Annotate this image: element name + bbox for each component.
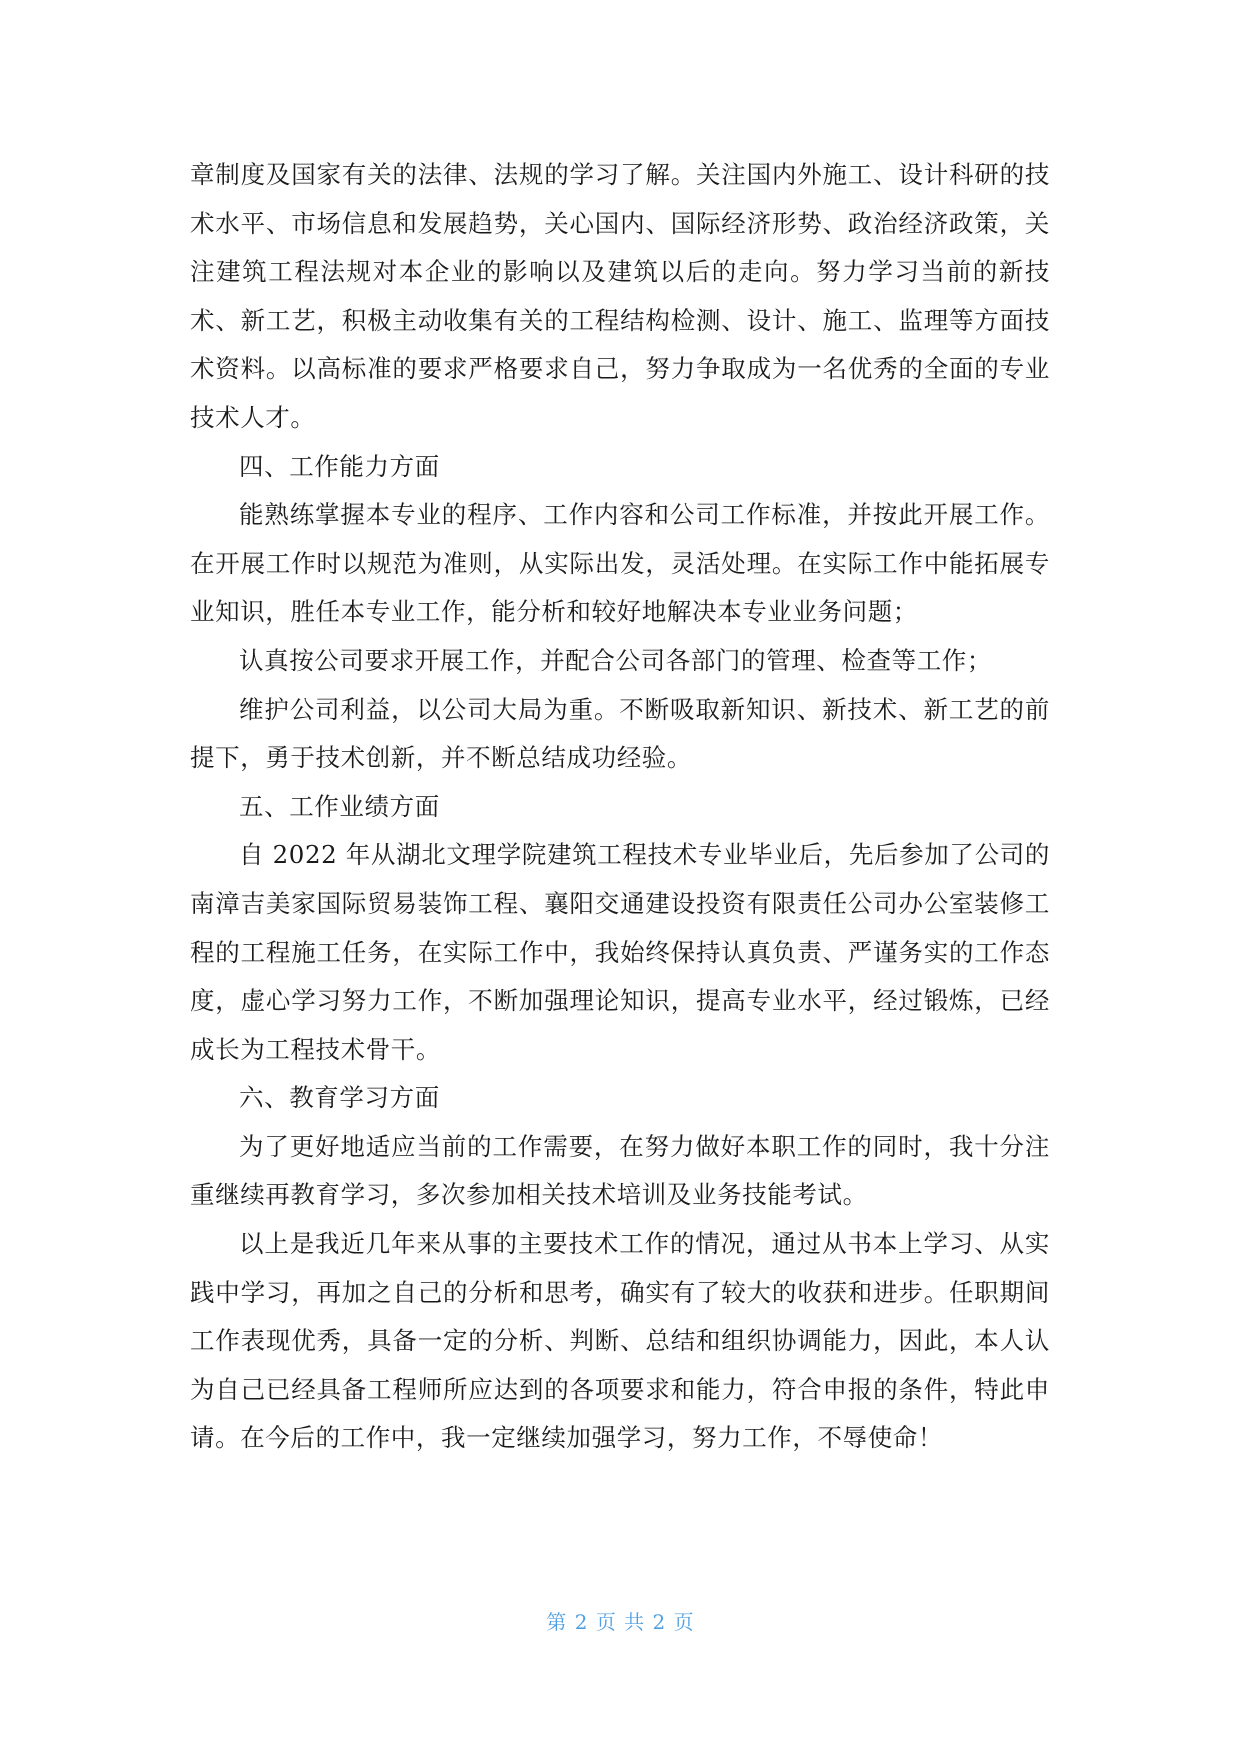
paragraph-cooperation: 认真按公司要求开展工作，并配合公司各部门的管理、检查等工作； [239, 645, 992, 675]
section-heading-work-ability: 四、工作能力方面 [239, 451, 440, 481]
page-footer [0, 1606, 1241, 1635]
paragraph-education: 为了更好地适应当前的工作需要，在努力做好本职工作的同时，我十分注重继续再教育学习，多次参加相关技术培训及业务技能考试。 [190, 1131, 1050, 1210]
paragraph-continued: 章制度及国家有关的法律、法规的学习了解。关注国内外施工、设计科研的技术水平、市场信息和发展趋势，关心国内、国际经济形势、政治经济政策，关注建筑工程法规对本企业的影响以及建筑以后的走向。努力学习当前的新技术、新工艺，积极主动收集有关的工程结构检测、设计、施工、监理等方面技术资料。以高标准的要求严格要求自己，努力争取成为一名优秀的全面的专业技术人才。 [190, 160, 1050, 432]
paragraph-conclusion: 以上是我近几年来从事的主要技术工作的情况，通过从书本上学习、从实践中学习，再加之自己的分析和思考，确实有了较大的收获和进步。任职期间工作表现优秀，具备一定的分析、判断、总结和组织协调能力，因此，本人认为自己已经具备工程师所应达到的各项要求和能力，符合申报的条件，特此申请。在今后的工作中，我一定继续加强学习，努力工作，不辱使命！ [190, 1229, 1050, 1453]
paragraph-work-performance: 自 2022 年从湖北文理学院建筑工程技术专业毕业后，先后参加了公司的南漳吉美家国际贸易装饰工程、襄阳交通建设投资有限责任公司办公室装修工程的工程施工任务，在实际工作中，我始终保持认真负责、严谨务实的工作态度，虚心学习努力工作，不断加强理论知识，提高专业水平，经过锻炼，已经成长为工程技术骨干。 [190, 840, 1050, 1064]
paragraph-company-interest: 维护公司利益，以公司大局为重。不断吸取新知识、新技术、新工艺的前提下，勇于技术创新，并不断总结成功经验。 [190, 694, 1050, 773]
page-number-label: 第 2 页 共 2 页 [546, 1610, 695, 1634]
document-body [190, 151, 1050, 1463]
section-heading-work-performance: 五、工作业绩方面 [239, 791, 440, 821]
section-heading-education: 六、教育学习方面 [239, 1083, 440, 1113]
paragraph-work-ability: 能熟练掌握本专业的程序、工作内容和公司工作标准，并按此开展工作。在开展工作时以规范为准则，从实际出发，灵活处理。在实际工作中能拓展专业知识，胜任本专业工作，能分析和较好地解决本专业业务问题； [190, 500, 1050, 627]
